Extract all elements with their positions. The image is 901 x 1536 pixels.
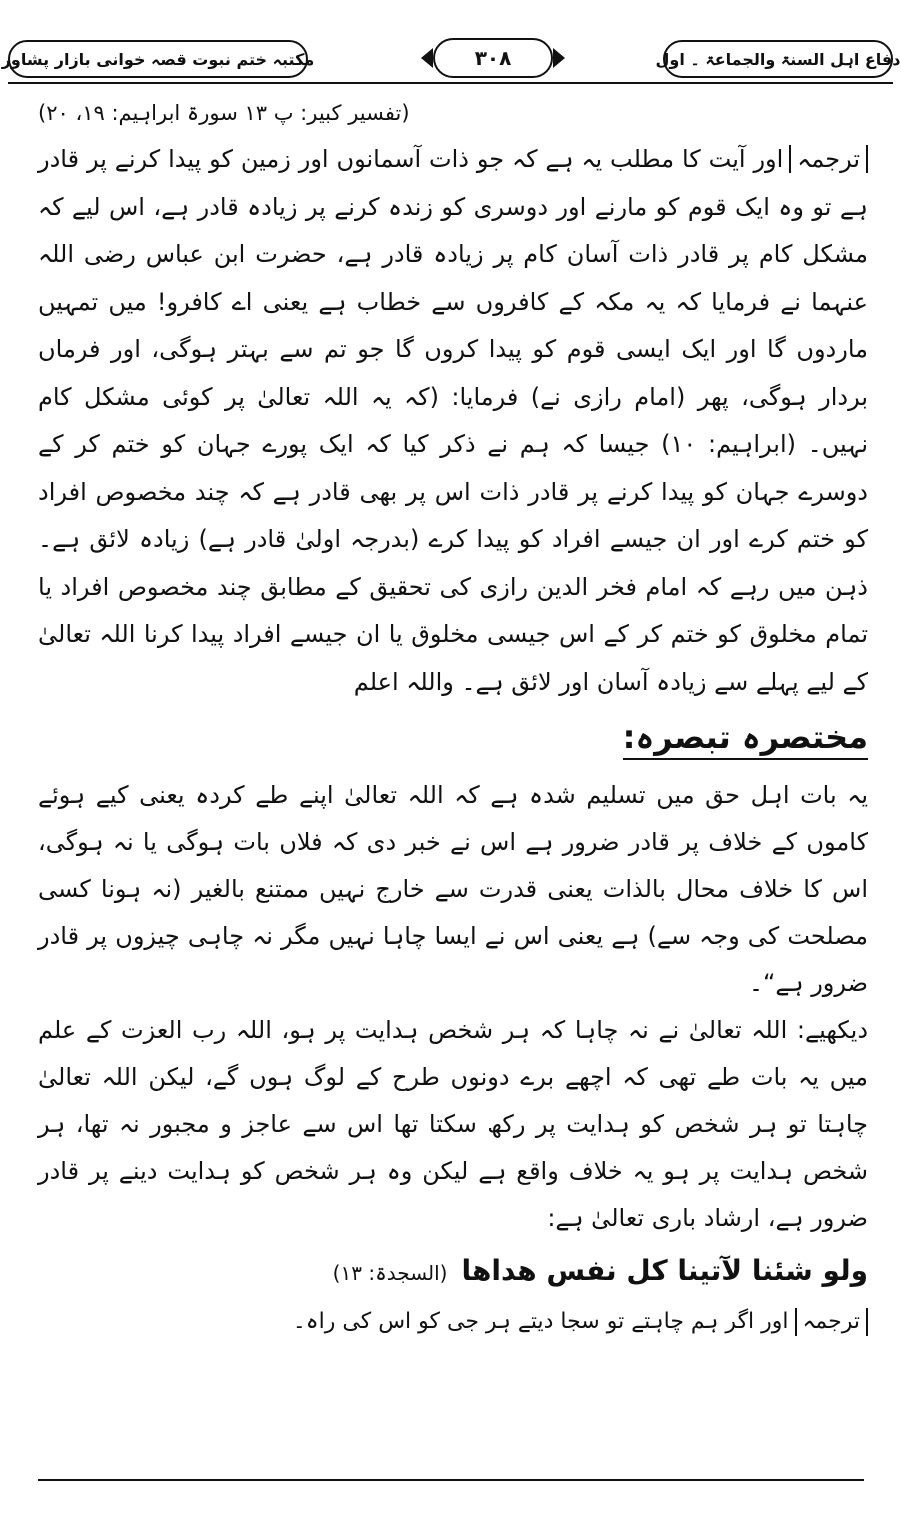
publisher-label: مکتبہ ختم نبوت قصہ خوانی بازار پشاور <box>8 40 308 78</box>
page-header <box>1 38 901 88</box>
paragraph-1-text: اور آیت کا مطلب یہ ہے کہ جو ذات آسمانوں اور زمین کو پیدا کرنے پر قادر ہے تو وہ ایک قوم کو مارنے اور دوسری کو زندہ کرنے پر زیادہ قادر ہے، اس لیے کہ مشکل کام پر قادر ذات آسان کام پر زیادہ قادر ہے، حضرت ابن عباس رضی اللہ عنہما نے فرمایا کہ یہ مکہ کے کافروں سے خطاب ہے یعنی اے کافرو! میں تمہیں ماردوں گا اور ایک ایسی قوم کو پیدا کروں گا جو تم سے بہتر ہوگی، اور فرماں بردار ہوگی، پھر (امام رازی نے) فرمایا: (کہ یہ اللہ تعالیٰ پر کوئی مشکل کام نہیں۔ (ابراہیم: ۱۰) جیسا کہ ہم نے ذکر کیا کہ ایک پورے جہان کو ختم کر کے دوسرے جہان کو پیدا کرنے پر قادر ذات اس پر بھی قادر ہے کہ چند مخصوص افراد کو ختم کرے اور ان جیسے افراد کو پیدا کرے (بدرجہ اولیٰ قادر ہے) زیادہ لائق ہے۔ ذہن میں رہے کہ امام فخر الدین رازی کی تحقیق کے مطابق چند مخصوص افراد یا تمام مخلوق کو ختم کر کے اس جیسی مخلوق یا ان جیسے افراد پیدا کرنا اللہ تعالیٰ کے لیے پہلے سے زیادہ آسان اور لائق ہے۔ واللہ اعلم <box>38 145 869 696</box>
quran-verse <box>38 1246 868 1298</box>
page-body <box>38 96 868 1344</box>
paragraph-3: دیکھیے: اللہ تعالیٰ نے نہ چاہا کہ ہر شخص ہدایت پر ہو، اللہ رب العزت کے علم میں یہ بات طے تھی کہ اچھے برے دونوں طرح کے لوگ ہوں گے، لیکن اللہ تعالیٰ چاہتا تو ہر شخص کو ہدایت پر رکھ سکتا تھا اس سے عاجز و مجبور نہ تھا، ہر شخص ہدایت پر ہو یہ خلاف واقع ہے لیکن وہ ہر شخص کو ہدایت دینے پر قادر ضرور ہے، ارشاد باری تعالیٰ ہے: <box>38 1016 868 1232</box>
book-title: دفاع اہل السنۃ والجماعۃ ۔ اول <box>663 40 893 78</box>
verse-translation-text: اور اگر ہم چاہتے تو سجا دیتے ہر جی کو اس کی راہ۔ <box>292 1309 789 1334</box>
paragraph-translation <box>38 136 868 706</box>
footer-divider <box>38 1479 864 1481</box>
page-number: ۳۰۸ <box>433 38 553 78</box>
section-heading-text: مختصرہ تبصرہ: <box>623 718 868 760</box>
tafsir-reference: (تفسیر کبیر: پ ۱۳ سورۃ ابراہیم: ۱۹، ۲۰) <box>38 101 410 125</box>
translation-tag: ترجمہ <box>789 145 868 173</box>
verse-text: ولو شئنا لآتينا كل نفس هداها <box>461 1254 868 1287</box>
header-divider <box>8 82 893 84</box>
section-heading <box>38 710 868 764</box>
verse-reference: (السجدۃ: ۱۳) <box>332 1261 448 1285</box>
verse-translation <box>38 1300 868 1344</box>
paragraph-2: یہ بات اہل حق میں تسلیم شدہ ہے کہ اللہ تعالیٰ اپنے طے کردہ یعنی کیے ہوئے کاموں کے خلاف پر قادر ضرور ہے اس نے خبر دی کہ فلاں بات ہوگی یا نہ ہوگی، اس کا خلاف محال بالذات یعنی قدرت سے خارج نہیں ممتنع بالغیر (نہ ہونا کسی مصلحت کی وجہ سے) ہے یعنی اس نے ایسا چاہا نہیں مگر نہ چاہی چیزوں پر قادر ضرور ہے“۔ <box>38 781 868 997</box>
translation-tag-2: ترجمہ <box>795 1308 868 1336</box>
